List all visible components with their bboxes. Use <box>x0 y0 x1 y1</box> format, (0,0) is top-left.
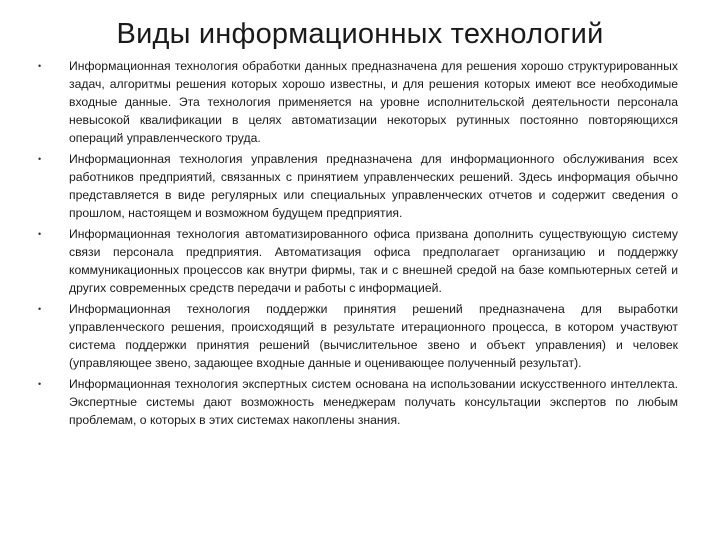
bullet-text: Информационная технология управления предназначена для информационного обслуживания всех работников предприятий, связанных с принятием управленческих решений. Здесь информация обычно представляется в виде регулярных или специальных управленческих отчетов и содержит сведения о прошлом, настоящем и возможном будущем предприятия. <box>69 152 678 220</box>
bullet-icon: • <box>38 379 42 389</box>
bullet-list <box>38 57 678 432</box>
bullet-item-office-automation <box>38 225 678 297</box>
bullet-text: Информационная технология обработки данных предназначена для решения хорошо структурированных задач, алгоритмы решения которых хорошо известны, и для решения которых имеют все необходимые входные данные. Эта технология применяется на уровне исполнительской деятельности персонала невысокой квалификации в целях автоматизации некоторых рутинных постоянно повторяющихся операций управленческого труда. <box>69 59 678 145</box>
bullet-text: Информационная технология поддержки принятия решений предназначена для выработки управленческого решения, происходящий в результате итерационного процесса, в котором участвуют система поддержки принятия решений (вычислительное звено и объект управления) и человек (управляющее звено, задающее входные данные и оценивающее полученный результат). <box>69 302 678 370</box>
slide-title: Виды информационных технологий <box>116 18 604 50</box>
bullet-item-decision-support <box>38 300 678 372</box>
bullet-text: Информационная технология автоматизированного офиса призвана дополнить существующую систему связи персонала предприятия. Автоматизация офиса предполагает организацию и поддержку коммуникационных процессов как внутри фирмы, так и с внешней средой на базе компьютерных сетей и других современных средств передачи и работы с информацией. <box>69 227 678 295</box>
bullet-text: Информационная технология экспертных систем основана на использовании искусственного интеллекта. Экспертные системы дают возможность менеджерам получать консультации экспертов по любым проблемам, о которых в этих системах накоплены знания. <box>69 377 678 427</box>
bullet-icon: • <box>38 304 42 314</box>
bullet-item-data-processing <box>38 57 678 147</box>
bullet-item-management <box>38 150 678 222</box>
bullet-item-expert-systems <box>38 375 678 429</box>
bullet-icon: • <box>38 61 42 71</box>
bullet-icon: • <box>38 154 42 164</box>
bullet-icon: • <box>38 229 42 239</box>
